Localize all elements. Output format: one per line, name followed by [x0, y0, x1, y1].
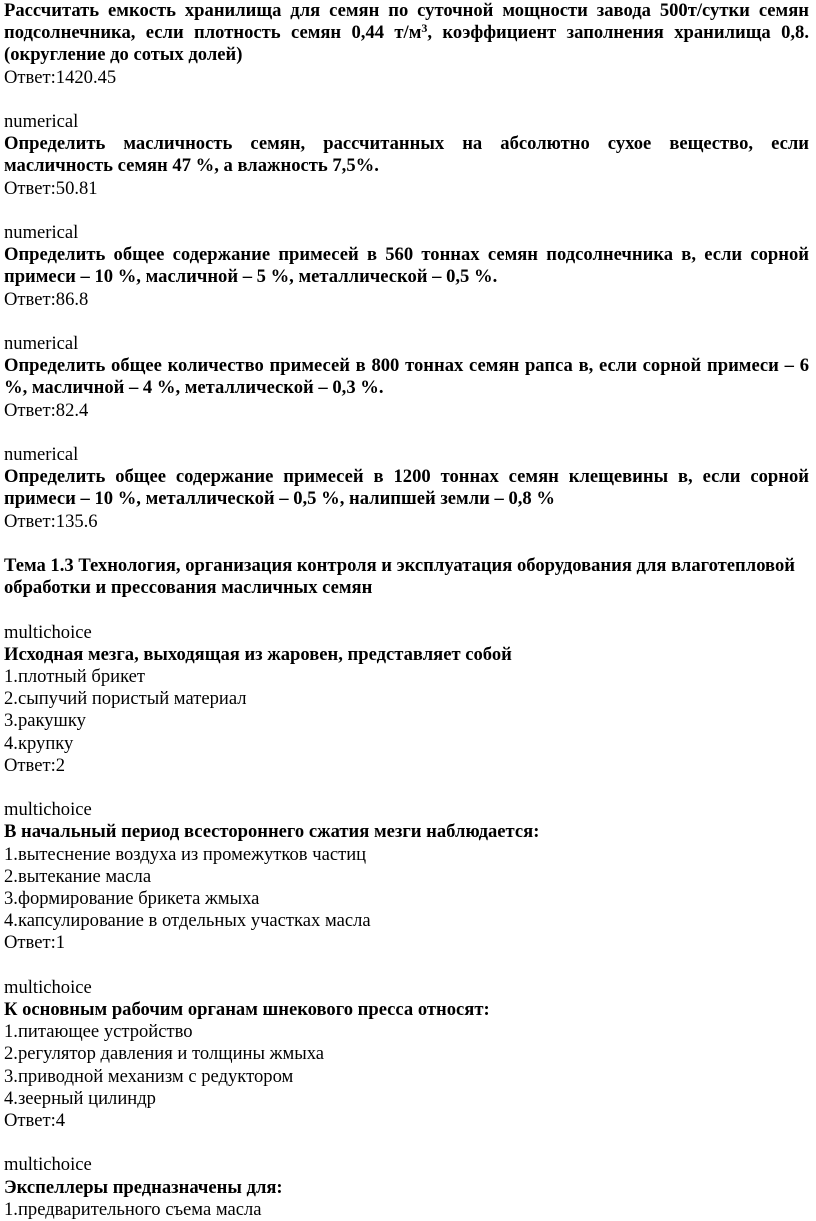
- mc-block-1: [4, 622, 809, 777]
- question-type: numerical: [4, 444, 79, 465]
- answer-text: Ответ:4: [4, 1110, 66, 1132]
- question-text: Определить общее количество примесей в 800 тоннах семян рапса в, если сорной примеси – 6 %, масличной – 4 %, металлической – 0,3 %.: [4, 355, 809, 399]
- question-block-1: [4, 0, 809, 89]
- question-text: Рассчитать емкость хранилища для семян по суточной мощности завода 500т/сутки семян подсолнечника, если плотность семян 0,44 $т/м^3$, коэффициент заполнения хранилища 0,8. (округление до сотых долей): [4, 0, 809, 66]
- option-item: 3.ракушку: [4, 710, 86, 732]
- option-item: 1.плотный брикет: [4, 666, 146, 687]
- question-text: Экспеллеры предназначены для:: [4, 1176, 283, 1198]
- question-type: multichoice: [4, 621, 92, 643]
- question-text: Определить масличность семян, рассчитанных на абсолютно сухое вещество, если масличность семян 47 %, а влажность 7,5%.: [4, 133, 809, 177]
- question-block-4: [4, 333, 809, 422]
- option-item: 3.формирование брикета жмыха: [4, 888, 260, 910]
- option-item: 1.вытеснение воздуха из промежутков частиц: [4, 843, 367, 865]
- question-type: multichoice: [4, 799, 92, 821]
- question-type: multichoice: [4, 1154, 92, 1176]
- option-item: 2.регулятор давления и толщины жмыха: [4, 1043, 325, 1065]
- question-text: Исходная мезга, выходящая из жаровен, представляет собой: [4, 643, 512, 665]
- option-item: 1.питающее устройство: [4, 1021, 193, 1043]
- option-item: 1.предварительного съема масла: [4, 1198, 262, 1220]
- question-type: numerical: [4, 111, 79, 132]
- option-item: 3.приводной механизм с редуктором: [4, 1065, 294, 1087]
- topic-heading: Тема 1.3 Технология, организация контроля и эксплуатация оборудования для влаготепловой обработки и прессования масличных семян: [4, 555, 795, 599]
- question-text: Определить общее содержание примесей в 560 тоннах семян подсолнечника в, если сорной примеси – 10 %, масличной – 5 %, металлической – 0,5 %.: [4, 244, 809, 288]
- answer-text: Ответ:2: [4, 754, 66, 776]
- answer-text: Ответ:82.4: [4, 399, 89, 421]
- question-block-5: [4, 444, 809, 533]
- question-type: numerical: [4, 333, 79, 354]
- option-item: 4.капсулирование в отдельных участках масла: [4, 910, 371, 932]
- answer-text: Ответ:1: [4, 932, 66, 954]
- mc-block-2: [4, 799, 809, 954]
- option-item: 2.вытекание масла: [4, 865, 152, 887]
- answer-text: Ответ:50.81: [4, 177, 98, 199]
- mc-block-3: [4, 977, 809, 1132]
- question-type: numerical: [4, 222, 79, 243]
- mc-block-4: [4, 1154, 809, 1221]
- answer-text: Ответ:86.8: [4, 288, 89, 310]
- question-text: В начальный период всестороннего сжатия мезги наблюдается:: [4, 821, 540, 843]
- option-item: 4.зеерный цилиндр: [4, 1087, 156, 1109]
- question-block-2: [4, 111, 809, 200]
- option-item: 4.крупку: [4, 732, 74, 754]
- question-text: Определить общее содержание примесей в 1200 тоннах семян клещевины в, если сорной примеси – 10 %, металлической – 0,5 %, налипшей земли – 0,8 %: [4, 466, 809, 510]
- question-text: К основным рабочим органам шнекового пресса относят:: [4, 999, 490, 1021]
- question-type: multichoice: [4, 976, 92, 998]
- answer-text: Ответ:1420.45: [4, 66, 117, 88]
- superscript: 3: [421, 21, 428, 36]
- answer-text: Ответ:135.6: [4, 510, 98, 532]
- question-block-3: [4, 222, 809, 311]
- option-item: 2.сыпучий пористый материал: [4, 688, 247, 710]
